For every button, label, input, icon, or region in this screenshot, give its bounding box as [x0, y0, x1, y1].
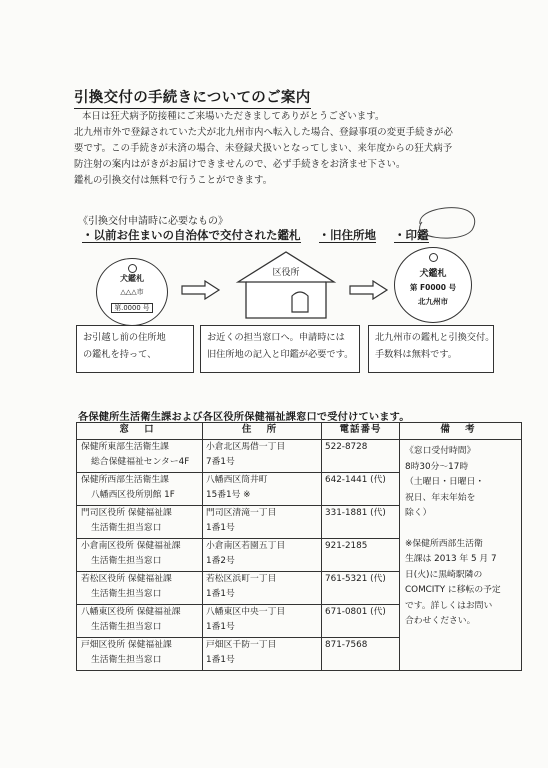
arrow-right-icon	[181, 280, 221, 300]
office-name: 生活衛生担当窓口	[91, 621, 162, 632]
new-tag-number: 第 F0000 号	[409, 283, 457, 292]
address-line: 1番1号	[206, 522, 235, 533]
intro-line: 要です。この手続きが未済の場合、未登録犬扱いとなってしまい、来年度からの狂犬病予	[74, 143, 453, 154]
tag-hole-icon	[429, 253, 438, 262]
hand-drawn-circle	[414, 204, 480, 242]
address-line: 1番2号	[206, 555, 235, 566]
address-line: 1番1号	[206, 588, 235, 599]
address-cell	[203, 638, 322, 671]
page-title: 引換交付の手続きについてのご案内	[74, 86, 311, 109]
office-cell	[77, 440, 203, 473]
tag-hole-icon	[128, 264, 137, 273]
arrow-right-icon	[349, 280, 389, 300]
office-name: 保健所東部生活衛生課	[81, 442, 169, 452]
old-tag-label: 犬鑑札	[120, 274, 144, 283]
requirement-seal: ・印鑑	[394, 228, 429, 242]
office-name: 八幡東区役所 保健福祉課	[81, 607, 181, 617]
header-address: 住 所	[203, 423, 322, 440]
address-line: 戸畑区千防一丁目	[206, 640, 277, 650]
phone-cell: 871-7568	[322, 638, 400, 671]
remark-line: 《窓口受付時間》	[405, 446, 476, 456]
office-name: 若松区役所 保健福祉課	[81, 574, 172, 584]
address-line: 15番1号 ※	[206, 489, 251, 500]
office-cell	[77, 473, 203, 506]
office-name: 戸畑区役所 保健福祉課	[81, 640, 172, 650]
address-line: 八幡西区筒井町	[206, 475, 268, 485]
old-tag-city: △△△市	[120, 288, 144, 296]
phone-cell: 331-1881 (代)	[322, 506, 400, 539]
table-row	[77, 440, 522, 473]
remark-line: 8時30分～17時	[405, 461, 469, 472]
phone-cell: 671-0801 (代)	[322, 605, 400, 638]
remark-line: です。詳しくはお問い	[405, 600, 493, 611]
address-cell	[203, 440, 322, 473]
table-header-row	[77, 423, 522, 440]
step-text: 旧住所地の記入と印鑑が必要です。	[207, 349, 354, 360]
remark-line: 祝日、年末年始を	[405, 492, 476, 503]
address-line: 若松区浜町一丁目	[206, 574, 277, 584]
step-exchange	[368, 325, 494, 373]
office-cell	[77, 605, 203, 638]
office-name: 保健所西部生活衛生課	[81, 475, 169, 485]
phone-cell: 921-2185	[322, 539, 400, 572]
remark-line: 日(火)に黒崎駅隣の	[405, 569, 483, 580]
address-line: 7番1号	[206, 456, 235, 467]
step-bring-old-tag	[76, 325, 194, 373]
new-tag-label: 犬鑑札	[419, 269, 447, 279]
intro-line: 防注射の案内はがきがお届けできませんので、必ず手続きをお済ませ下さい。	[74, 159, 406, 170]
header-phone: 電話番号	[322, 423, 400, 440]
old-dog-tag	[96, 258, 168, 326]
ward-office-icon	[234, 250, 338, 322]
address-cell	[203, 539, 322, 572]
address-cell	[203, 506, 322, 539]
requirement-old-tag: ・以前お住まいの自治体で交付された鑑札	[82, 228, 301, 242]
header-counter: 窓 口	[77, 423, 203, 440]
office-name: 小倉南区役所 保健福祉課	[81, 541, 181, 551]
table-heading: 各保健所生活衛生課および各区役所保健福祉課窓口で受付けています。	[78, 412, 410, 423]
ward-office-label: 区役所	[272, 268, 300, 278]
intro-line: 本日は狂犬病予防接種にご来場いただきましてありがとうございます。	[82, 111, 385, 122]
address-cell	[203, 473, 322, 506]
address-line: 1番1号	[206, 654, 235, 665]
step-text: お近くの担当窓口へ。申請時には	[207, 332, 345, 343]
remarks-cell	[400, 440, 522, 671]
office-name: 生活衛生担当窓口	[91, 555, 162, 566]
new-dog-tag	[394, 247, 472, 323]
requirements-heading: 《引換交付申請時に必要なもの》	[78, 216, 228, 227]
step-text: 手数料は無料です。	[375, 349, 457, 360]
remark-line: ※保健所西部生活衛	[405, 538, 483, 549]
address-line: 小倉南区若園五丁目	[206, 541, 286, 551]
address-cell	[203, 605, 322, 638]
remark-line: （土曜日・日曜日・	[405, 477, 485, 487]
step-text: の鑑札を持って、	[83, 349, 157, 360]
phone-cell: 761-5321 (代)	[322, 572, 400, 605]
remark-line: 生課は 2013 年 5 月 7	[405, 554, 497, 564]
office-name: 生活衛生担当窓口	[91, 654, 162, 665]
remark-line: COMCITY に移転の予定	[405, 585, 501, 595]
requirement-old-address: ・旧住所地	[318, 228, 377, 242]
office-name: 総合保健福祉センター4F	[91, 456, 190, 467]
remark-line	[405, 522, 516, 537]
address-cell	[203, 572, 322, 605]
address-line: 門司区清滝一丁目	[206, 508, 277, 518]
step-text: 北九州市の鑑札と引換交付。	[375, 332, 495, 343]
intro-line: 鑑札の引換交付は無料で行うことができます。	[74, 175, 273, 186]
requirements-list	[82, 227, 429, 243]
office-cell	[77, 506, 203, 539]
office-cell	[77, 539, 203, 572]
office-name: 門司区役所 保健福祉課	[81, 508, 172, 518]
address-line: 八幡東区中央一丁目	[206, 607, 286, 617]
remark-line: 除く）	[405, 508, 432, 518]
new-tag-city: 北九州市	[418, 297, 448, 306]
header-remarks: 備 考	[400, 423, 522, 440]
office-name: 生活衛生担当窓口	[91, 588, 162, 599]
office-cell	[77, 572, 203, 605]
offices-table	[76, 422, 522, 671]
phone-cell: 642-1441 (代)	[322, 473, 400, 506]
step-text: お引越し前の住所地	[83, 332, 166, 343]
step-visit-counter	[200, 325, 360, 373]
office-cell	[77, 638, 203, 671]
address-line: 1番1号	[206, 621, 235, 632]
phone-cell: 522-8728	[322, 440, 400, 473]
address-line: 小倉北区馬借一丁目	[206, 442, 286, 452]
remark-line: 合わせください。	[405, 616, 476, 626]
old-tag-number: 第.0000 号	[111, 303, 152, 313]
office-name: 八幡西区役所別館 1F	[91, 489, 175, 500]
office-name: 生活衛生担当窓口	[91, 522, 162, 533]
intro-line: 北九州市外で登録されていた犬が北九州市内へ転入した場合、登録事項の変更手続きが必	[74, 127, 454, 138]
